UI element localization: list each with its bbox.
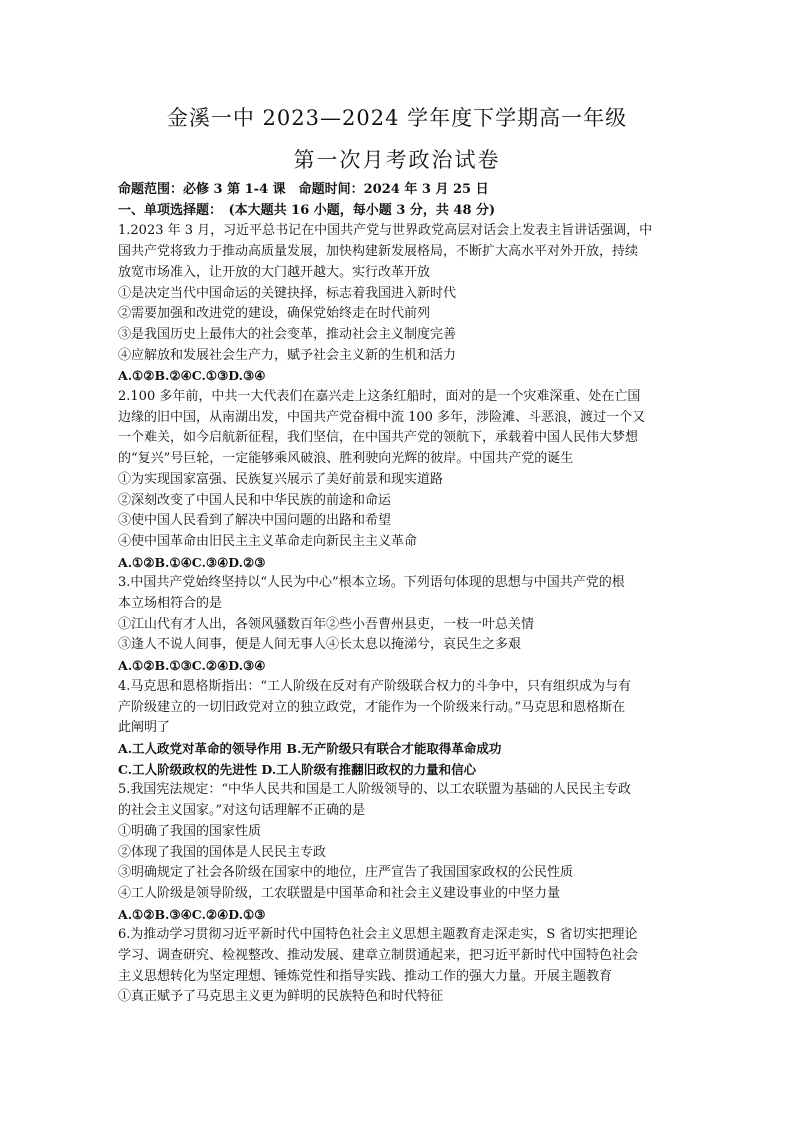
question-stem-line: 边缘的旧中国，从南湖出发，中国共产党奋楫中流 100 多年，涉险滩、斗恶浪，渡过一个又: [118, 409, 646, 425]
statement: ③明确规定了社会各阶级在国家中的地位，庄严宣告了我国国家政权的公民性质: [118, 865, 574, 881]
exam-content: [118, 180, 678, 1008]
question-5: [118, 780, 678, 925]
statement: ④工人阶级是领导阶级，工农联盟是中国革命和社会主义建设事业的中坚力量: [118, 885, 561, 901]
question-stem-line: 6.为推动学习贯彻习近平新时代中国特色社会主义思想主题教育走深走实，S 省切实把理论: [118, 927, 638, 943]
question-stem-line: 5.我国宪法规定：“中华人民共和国是工人阶级领导的、以工农联盟为基础的人民民主专政: [118, 782, 632, 798]
question-stem-line: 1.2023 年 3 月，习近平总书记在中国共产党与世界政党高层对话会上发表主旨讲话强调，中: [118, 223, 653, 239]
statement: ④应解放和发展社会生产力，赋予社会主义新的生机和活力: [118, 347, 457, 363]
question-stem-line: 放宽市场准入，让开放的大门越开越大。实行改革开放: [118, 264, 431, 280]
statement: ②深刻改变了中国人民和中华民族的前途和命运: [118, 492, 392, 508]
answer-options: C.工人阶级政权的先进性 D.工人阶级有推翻旧政权的力量和信心: [118, 761, 477, 777]
question-stem-line: 的“复兴”号巨轮，一定能够乘风破浪、胜利驶向光辉的彼岸。中国共产党的诞生: [118, 451, 574, 467]
statement: ①为实现国家富强、民族复兴展示了美好前景和现实道路: [118, 471, 444, 487]
statement: ①江山代有才人出，各领风骚数百年②些小吾曹州县吏，一枝一叶总关情: [118, 616, 535, 632]
question-stem-line: 3.中国共产党始终坚持以“人民为中心”根本立场。下列语句体现的思想与中国共产党的根: [118, 575, 625, 591]
answer-options: A.①②B.①③C.②④D.③④: [118, 658, 266, 674]
question-4: [118, 677, 678, 781]
question-stem-line: 学习、调查研究、检视整改、推动发展、建章立制贯通起来，把习近平新时代中国特色社会: [118, 948, 639, 964]
answer-options: A.①②B.①④C.③④D.②③: [118, 554, 266, 570]
answer-options: A.①②B.②④C.①③D.③④: [118, 368, 266, 384]
statement: ③是我国历史上最伟大的社会变革，推动社会主义制度完善: [118, 326, 457, 342]
question-6: [118, 925, 678, 1008]
exam-title-line2: 第一次月考政治试卷: [293, 148, 501, 172]
question-1: [118, 221, 678, 387]
question-stem-line: 主义思想转化为坚定理想、锤炼党性和指导实践、推动工作的强大力量。开展主题教育: [118, 968, 613, 984]
statement: ③逢人不说人间事，便是人间无事人④长太息以掩涕兮，哀民生之多艰: [118, 637, 522, 653]
statement: ①真正赋予了马克思主义更为鲜明的民族特色和时代特征: [118, 989, 444, 1005]
statement: ③使中国人民看到了解决中国问题的出路和希望: [118, 513, 392, 529]
question-stem-line: 此阐明了: [118, 720, 171, 736]
section-heading: 一、单项选择题： (本大题共 16 小题，每小题 3 分，共 48 分): [118, 202, 496, 218]
question-stem-line: 一个难关，如今启航新征程，我们坚信，在中国共产党的领航下，承载着中国人民伟大梦想: [118, 430, 639, 446]
question-stem-line: 的社会主义国家。”对这句话理解不正确的是: [118, 803, 366, 819]
statement: ②体现了我国的国体是人民民主专政: [118, 844, 327, 860]
exam-title-line1: 金溪一中 2023—2024 学年度下学期高一年级: [166, 106, 628, 130]
question-stem-line: 国共产党将致力于推动高质量发展，加快构建新发展格局，不断扩大高水平对外开放，持续: [118, 244, 639, 260]
statement: ①是决定当代中国命运的关键抉择，标志着我国进入新时代: [118, 285, 457, 301]
question-stem-line: 4.马克思和恩格斯指出：“工人阶级在反对有产阶级联合权力的斗争中，只有组织成为与有: [118, 678, 632, 694]
statement: ②需要加强和改进党的建设，确保党始终走在时代前列: [118, 306, 431, 322]
statement: ④使中国革命由旧民主主义革命走向新民主主义革命: [118, 533, 418, 549]
answer-options: A.工人政党对革命的领导作用 B.无产阶级只有联合才能取得革命成功: [118, 740, 502, 756]
question-stem-line: 产阶级建立的一切旧政党对立的独立政党，才能作为一个阶级来行动。”马克思和恩格斯在: [118, 699, 626, 715]
question-stem-line: 2.100 多年前，中共一大代表们在嘉兴走上这条红船时，面对的是一个灾难深重、处在亡国: [118, 389, 641, 405]
answer-options: A.①②B.③④C.②④D.①③: [118, 906, 266, 922]
meta-line: 命题范围：必修 3 第 1-4 课 命题时间：2024 年 3 月 25 日: [118, 182, 489, 197]
statement: ①明确了我国的国家性质: [118, 823, 262, 839]
question-stem-line: 本立场相符合的是: [118, 596, 223, 612]
question-2: [118, 387, 678, 573]
question-3: [118, 573, 678, 677]
